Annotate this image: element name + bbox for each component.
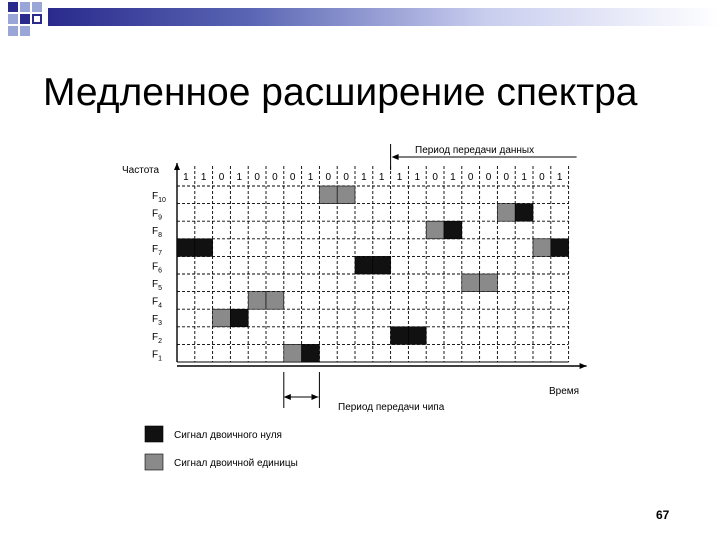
diagram-labels (122, 144, 579, 413)
legend-swatch-zero (145, 426, 163, 442)
signal-cell-zero (177, 239, 195, 257)
frequency-label: $F_6$ (152, 261, 163, 275)
bit-label: 1 (378, 172, 385, 183)
frequency-label: $F_1$ (152, 349, 163, 363)
bit-label: 1 (236, 172, 243, 183)
page-number: 67 (656, 508, 670, 522)
signal-cell-zero (373, 256, 391, 274)
frequency-label: $F_5$ (152, 279, 163, 292)
signal-cell-zero (551, 239, 569, 257)
signal-cell-zero (515, 204, 533, 222)
signal-cell-one (248, 292, 266, 310)
signal-cell-zero (408, 327, 426, 345)
bit-label: 0 (218, 172, 225, 183)
frequency-label: $F_3$ (152, 314, 163, 328)
bit-label: 1 (361, 172, 367, 183)
frequency-label: $F_{10}$ (152, 191, 166, 204)
bit-label: 1 (200, 172, 207, 183)
slide-title: Медленное расширение спектра (43, 71, 638, 114)
bit-label: 0 (485, 172, 492, 183)
bit-label: 0 (503, 172, 510, 183)
bit-label: 0 (539, 172, 545, 183)
signal-cell-one (426, 221, 444, 239)
bit-label: 1 (556, 172, 563, 183)
legend-swatch-one (145, 454, 163, 470)
bit-label: 0 (343, 172, 349, 183)
frequency-label: $F_2$ (152, 331, 163, 345)
legend-label: Сигнал двоичного нуля (174, 430, 282, 441)
signal-cell-one (497, 204, 515, 222)
signal-cell-zero (391, 327, 409, 345)
signal-cell-one (337, 186, 355, 204)
bit-label: 0 (467, 172, 474, 183)
signal-cell-zero (302, 344, 320, 362)
signal-cell-zero (195, 239, 213, 257)
signal-cell-one (319, 186, 337, 204)
bit-label: 1 (307, 172, 314, 183)
signal-cell-zero (355, 256, 373, 274)
bit-label: 0 (432, 172, 438, 183)
bit-label: 0 (272, 172, 278, 183)
chip-period-label: Период передачи чипа (338, 402, 445, 413)
bit-label: 0 (254, 172, 260, 183)
signal-cell-one (480, 274, 498, 292)
signal-cell-one (533, 239, 551, 257)
bit-label: 0 (325, 172, 332, 183)
legend (145, 426, 298, 470)
bit-label: 1 (414, 172, 421, 183)
frequency-label: $F_8$ (152, 226, 163, 240)
x-axis-label: Время (549, 386, 580, 397)
signal-cell-one (213, 309, 231, 327)
frequency-label: $F_4$ (152, 296, 163, 310)
signal-cell-zero (444, 221, 462, 239)
bit-label: 1 (450, 172, 456, 183)
legend-label: Сигнал двоичной единицы (174, 458, 298, 469)
bit-label: 1 (183, 172, 189, 183)
signal-cell-one (266, 292, 284, 310)
y-axis-label: Частота (122, 165, 160, 176)
frequency-label: $F_9$ (152, 208, 163, 222)
bit-label: 1 (521, 172, 527, 183)
signal-cell-one (462, 274, 480, 292)
data-period-label: Период передачи данных (415, 145, 535, 156)
signal-cell-one (284, 344, 302, 362)
frequency-label: $F_7$ (152, 243, 163, 257)
signal-cell-zero (230, 309, 248, 327)
bit-label: 0 (289, 172, 296, 183)
bit-label: 1 (396, 172, 403, 183)
